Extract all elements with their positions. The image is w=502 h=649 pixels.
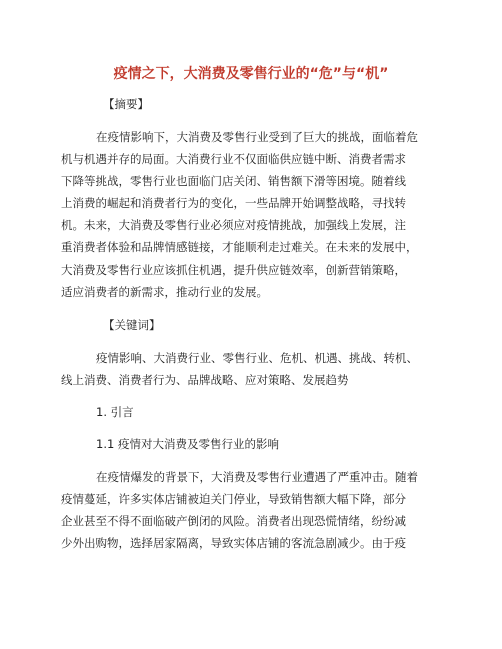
keywords-line: 疫情影响、大消费行业、零售行业、危机、机遇、挑战、转机、 <box>96 351 418 365</box>
abstract-line: 机与机遇并存的局面。大消费行业不仅面临供应链中断、消费者需求 <box>61 152 406 166</box>
body-line: 少外出购物，选择居家隔离，导致实体店铺的客流急剧减少。由于疫 <box>61 536 406 550</box>
body-line: 疫情蔓延，许多实体店铺被迫关门停业，导致销售额大幅下降，部分 <box>61 492 406 506</box>
keywords-heading: 【关键词】 <box>103 318 161 332</box>
document-title: 疫情之下，大消费及零售行业的“危”与“机” <box>113 66 389 82</box>
abstract-line: 适应消费者的新需求，推动行业的发展。 <box>61 285 268 299</box>
abstract-line: 机。未来，大消费及零售行业必须应对疫情挑战，加强线上发展，注 <box>61 218 406 232</box>
section-heading: 1. 引言 <box>96 405 134 419</box>
abstract-line: 上消费的崛起和消费者行为的变化，一些品牌开始调整战略，寻找转 <box>61 196 406 210</box>
keywords-line: 线上消费、消费者行为、品牌战略、应对策略、发展趋势 <box>61 373 349 387</box>
abstract-heading: 【摘要】 <box>103 97 149 111</box>
abstract-line: 在疫情影响下，大消费及零售行业受到了巨大的挑战，面临着危 <box>96 130 418 144</box>
body-line: 企业甚至不得不面临破产倒闭的风险。消费者出现恐慌情绪，纷纷减 <box>61 514 406 528</box>
subsection-heading: 1.1 疫情对大消费及零售行业的影响 <box>96 437 279 451</box>
abstract-line: 重消费者体验和品牌情感链接，才能顺利走过难关。在未来的发展中， <box>61 240 418 254</box>
abstract-line: 下降等挑战，零售行业也面临门店关闭、销售额下滑等困境。随着线 <box>61 174 406 188</box>
abstract-line: 大消费及零售行业应该抓住机遇，提升供应链效率，创新营销策略， <box>61 263 406 277</box>
body-line: 在疫情爆发的背景下，大消费及零售行业遭遇了严重冲击。随着 <box>96 470 418 484</box>
